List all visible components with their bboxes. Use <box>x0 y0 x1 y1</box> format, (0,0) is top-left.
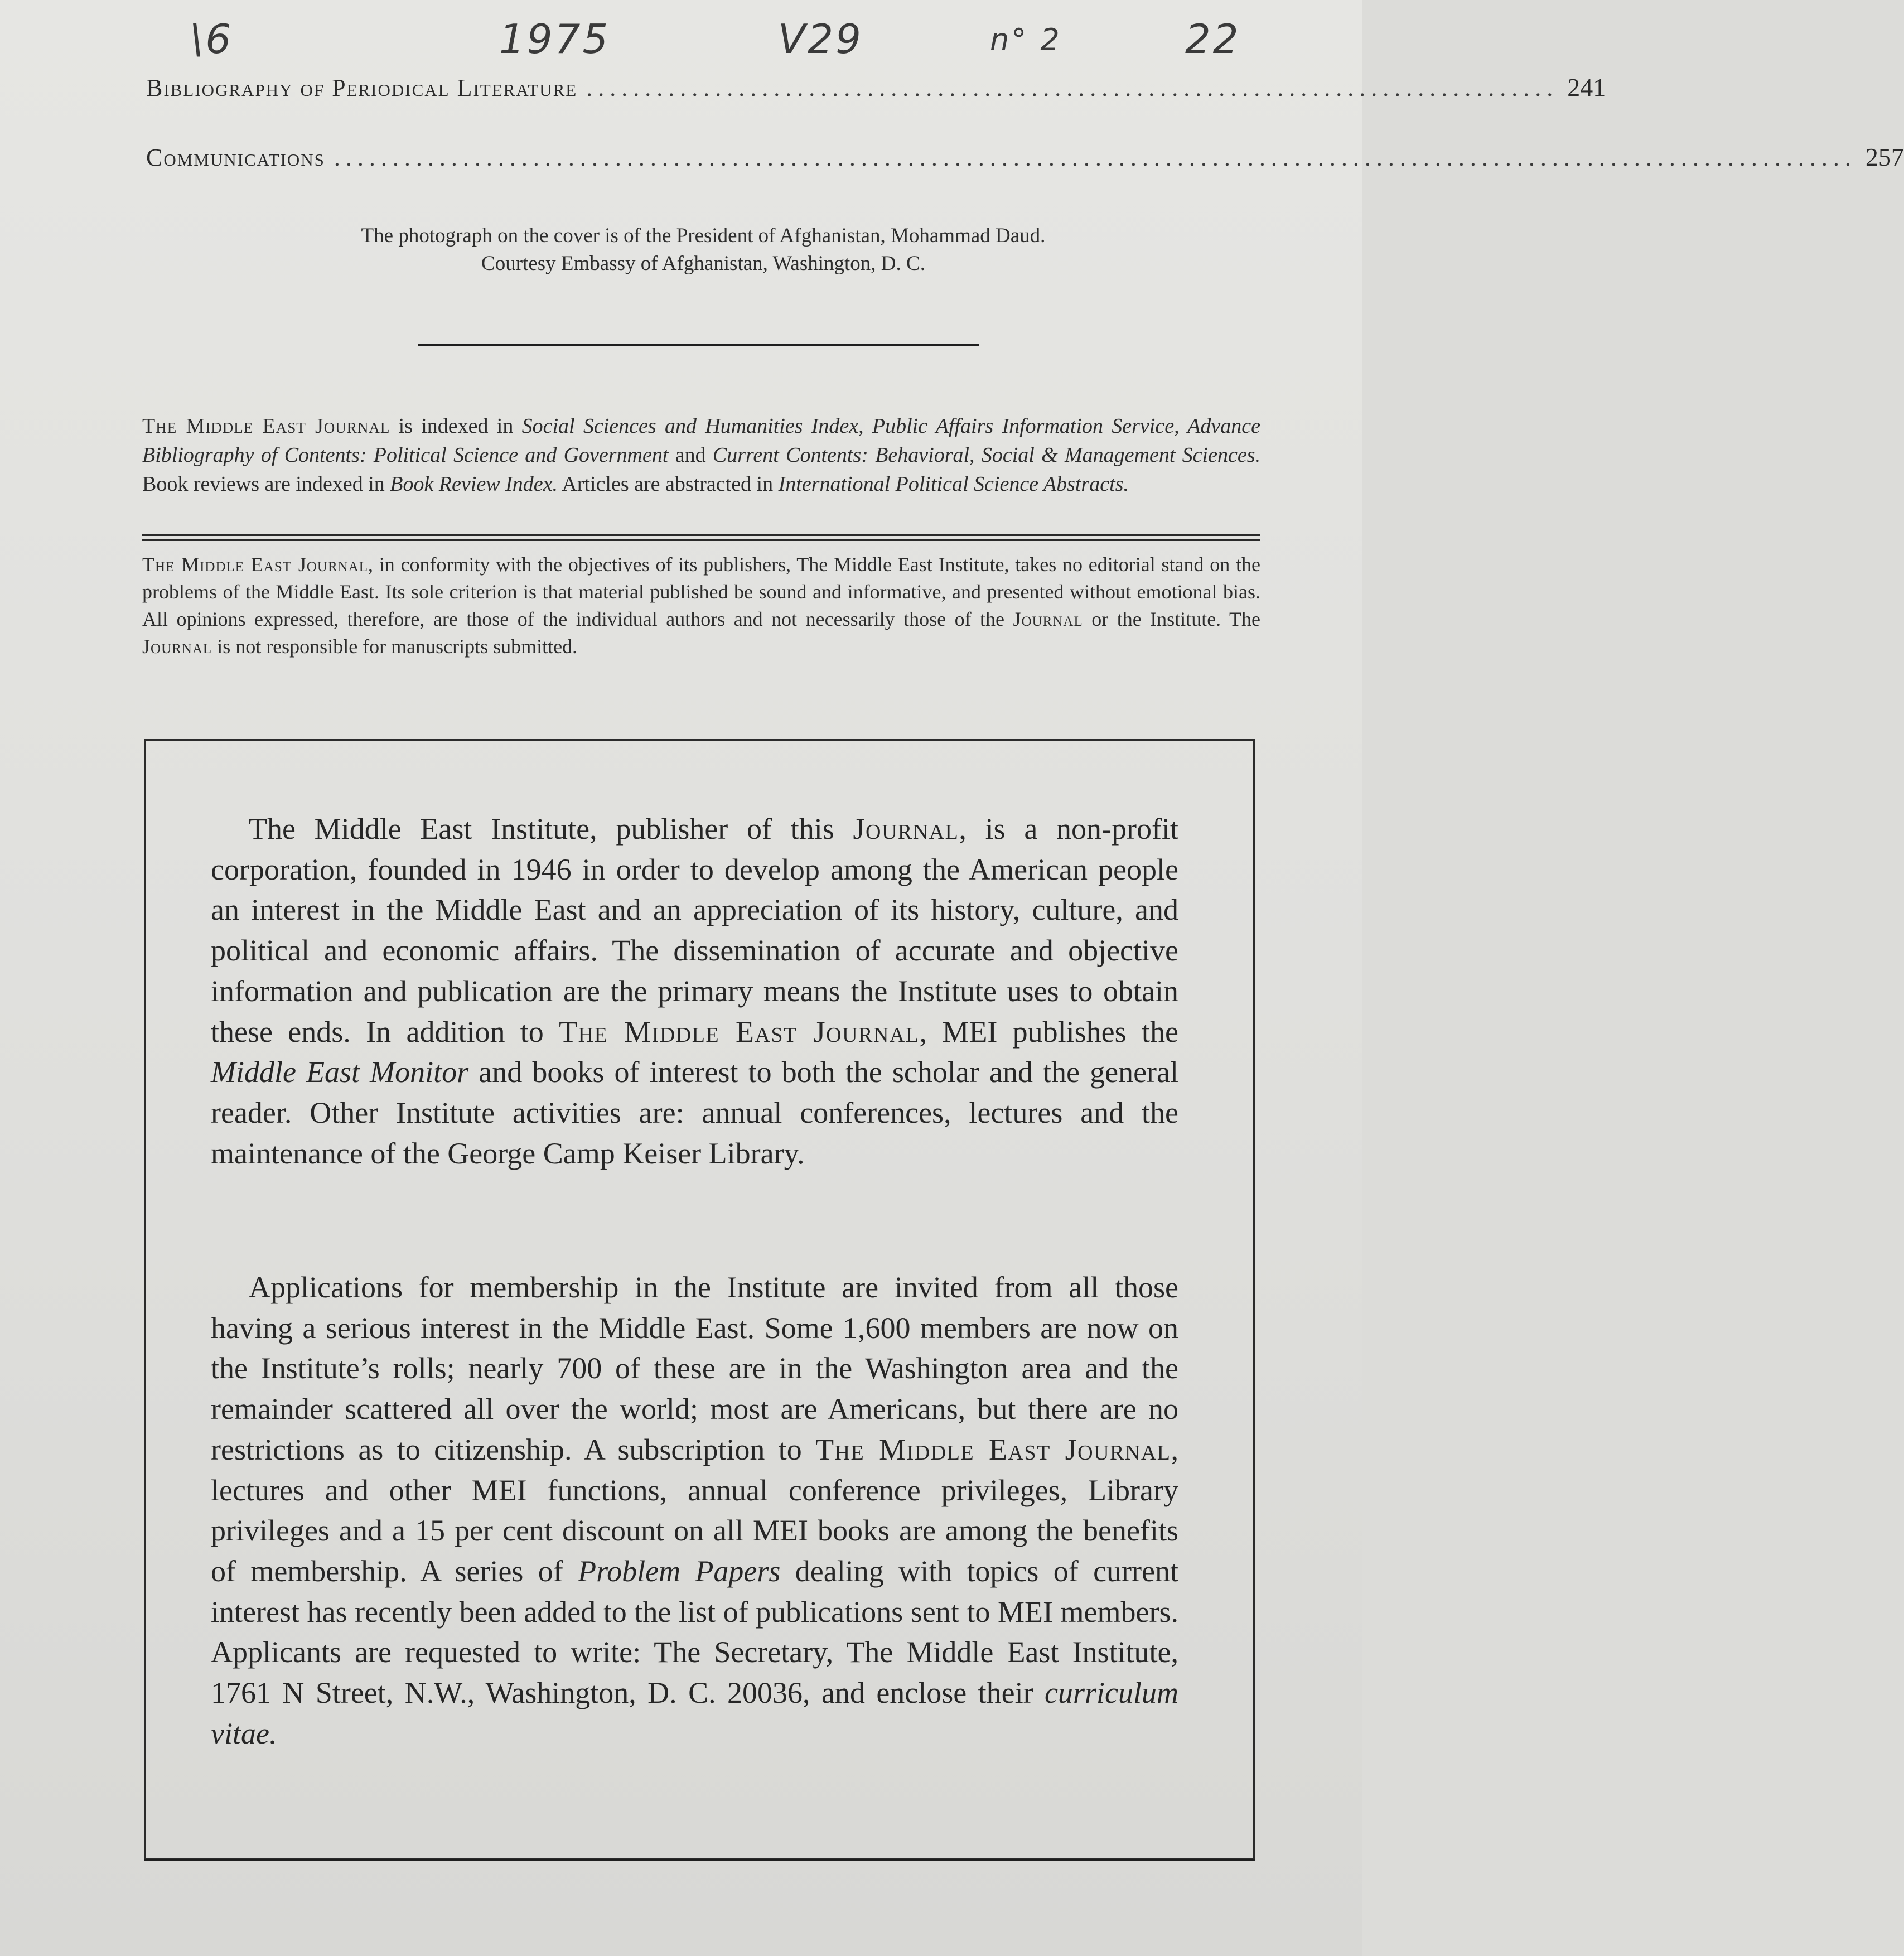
cover-photo-caption <box>146 222 1260 278</box>
publication-title: Middle East Monitor <box>211 1055 469 1089</box>
index-name: Current Contents: Behavioral, Social & Management Sciences. <box>712 443 1260 467</box>
handwritten-note-volume: V29 <box>778 16 863 62</box>
index-name: Social Sciences and Humanities Index, Public Affairs Information Service, Advance Bibliography of Contents: Political Science and Government <box>142 414 1260 467</box>
handwritten-note-count: 22 <box>1185 16 1241 62</box>
editorial-disclaimer: The Middle East Journal, in conformity with the objectives of its publishers, The Middle East Institute, takes no editorial stand on the problems of the Middle East. Its sole criterion is that material published be sound and informative, and presented without emotional bias. All opinions expressed, therefore, are those of the individual authors and not necessarily those of the Journal or the Institute. The Journal is not responsible for manuscripts submitted. <box>142 553 1260 658</box>
indexing-notice: The Middle East Journal is indexed in Social Sciences and Humanities Index, Public Affairs Information Service, Advance Bibliography of Contents: Political Science and Government and Current Contents: Behavioral, Social & Management Sciences. Book reviews are indexed in Book Review Index. Articles are abstracted in International Political Science Abstracts. <box>142 414 1260 496</box>
mei-description-paragraph: The Middle East Institute, publisher of this Journal, is a non-profit corporation, founded in 1946 in order to develop among the American people an interest in the Middle East and an appreciation of its history, culture, and political and economic affairs. The dissemination of accurate and objective information and publication are the primary means the Institute uses to obtain these ends. In addition to The Middle East Journal, MEI publishes the Middle East Monitor and books of interest to both the scholar and the general reader. Other Institute activities are: annual conferences, lectures and the maintenance of the George Camp Keiser Library. <box>211 812 1178 1170</box>
journal-name: The Middle East Journal <box>815 1432 1171 1466</box>
journal-name: The Middle East Journal <box>142 553 369 576</box>
section-divider <box>418 344 979 346</box>
journal-short-name: Journal <box>142 635 212 658</box>
toc-leader-dots: ................................................................................... <box>586 74 1559 102</box>
toc-page-number: 257 <box>1865 143 1904 171</box>
handwritten-note-shelf-mark: \6 <box>190 16 234 62</box>
toc-entry-title: Bibliography of Periodical Literature <box>146 74 578 102</box>
cover-caption-line: Courtesy Embassy of Afghanistan, Washington, D. C. <box>481 252 925 275</box>
publication-title: Problem Papers <box>578 1554 781 1588</box>
journal-name: The Middle East Journal <box>142 414 390 438</box>
toc-leader-dots: .................................................................................................................................. <box>334 144 1857 171</box>
toc-entry-communications[interactable] <box>146 142 1904 181</box>
box-bottom-rule <box>144 1859 1255 1861</box>
double-divider <box>142 534 1260 541</box>
journal-name: The Middle East Journal <box>559 1015 920 1049</box>
index-name: International Political Science Abstracts. <box>778 472 1129 496</box>
journal-short-name: Journal <box>1013 608 1083 630</box>
toc-page-number: 241 <box>1567 73 1606 102</box>
handwritten-note-number: n° 2 <box>990 22 1062 57</box>
toc-entry-bibliography[interactable] <box>146 73 1606 112</box>
curriculum-vitae-term: curriculum vitae. <box>211 1676 1178 1750</box>
membership-paragraph: Applications for membership in the Institute are invited from all those having a serious interest in the Middle East. Some 1,600 members are now on the Institute’s rolls; nearly 700 of these are in the Washington area and the remainder scattered all over the world; most are Americans, but there are no restrictions as to citizenship. A subscription to The Middle East Journal, lectures and other MEI functions, annual conference privileges, Library privileges and a 15 per cent discount on all MEI books are among the benefits of membership. A series of Problem Papers dealing with topics of current interest has recently been added to the list of publications sent to MEI members. Applicants are requested to write: The Secretary, The Middle East Institute, 1761 N Street, N.W., Washington, D. C. 20036, and enclose their curriculum vitae. <box>211 1271 1179 1750</box>
toc-entry-title: Communications <box>146 144 325 171</box>
index-name: Book Review Index. <box>390 472 558 496</box>
journal-short-name: Journal <box>853 812 959 846</box>
cover-caption-line: The photograph on the cover is of the President of Afghanistan, Mohammad Daud. <box>361 224 1046 247</box>
handwritten-note-year: 1975 <box>499 16 611 62</box>
